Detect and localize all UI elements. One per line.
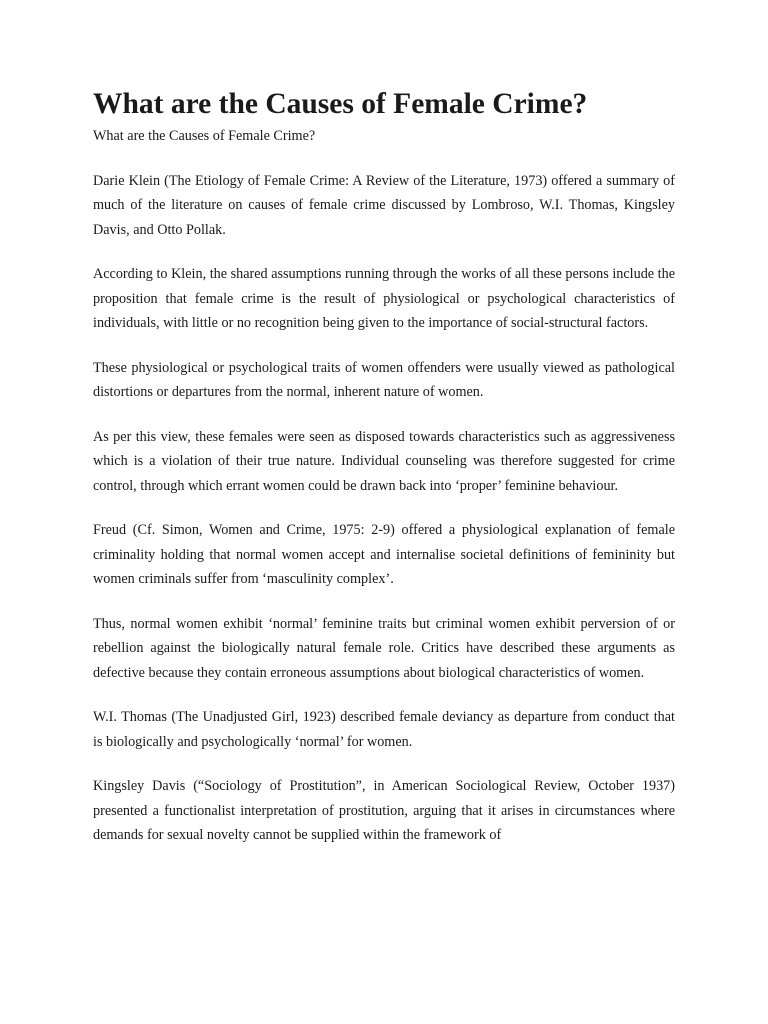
- paragraph-freud: Freud (Cf. Simon, Women and Crime, 1975: 2-9) offered a physiological explanation of female criminality holding that normal women accept and internalise societal definitions of femininity but women criminals suffer from ‘masculinity complex’.: [93, 522, 675, 587]
- paragraph-klein-summary: Darie Klein (The Etiology of Female Crime: A Review of the Literature, 1973) offered a summary of much of the literature on causes of female crime discussed by Lombroso, W.I. Thomas, Kingsley Davis, and Otto Pollak.: [93, 172, 675, 238]
- paragraph-traits: These physiological or psychological traits of women offenders were usually viewed as pathological distortions or departures from the normal, inherent nature of women.: [93, 359, 675, 400]
- paragraph-davis: Kingsley Davis (“Sociology of Prostitution”, in American Sociological Review, October 1937) presented a functionalist interpretation of prostitution, arguing that it arises in circumstances where demands for sexual novelty cannot be supplied within the framework of: [93, 778, 675, 843]
- paragraph-thomas: W.I. Thomas (The Unadjusted Girl, 1923) described female deviancy as departure from conduct that is biologically and psychologically ‘normal’ for women.: [93, 709, 675, 750]
- paragraph-klein-assumptions: According to Klein, the shared assumptions running through the works of all these persons include the proposition that female crime is the result of physiological or psychological characteristics of individuals, with little or no recognition being given to the importance of social-structural factors.: [93, 266, 675, 331]
- paragraph-normal-women: Thus, normal women exhibit ‘normal’ feminine traits but criminal women exhibit perversion of or rebellion against the biologically natural female role. Critics have described these arguments as defective because they contain erroneous assumptions about biological characteristics of women.: [93, 615, 675, 681]
- document-page: [93, 84, 675, 848]
- document-title: What are the Causes of Female Crime?: [93, 88, 588, 120]
- document-subtitle: What are the Causes of Female Crime?: [93, 128, 316, 144]
- paragraph-view: As per this view, these females were seen as disposed towards characteristics such as aggressiveness which is a violation of their true nature. Individual counseling was therefore suggested for crime control, through which errant women could be drawn back into ‘proper’ feminine behaviour.: [93, 428, 675, 494]
